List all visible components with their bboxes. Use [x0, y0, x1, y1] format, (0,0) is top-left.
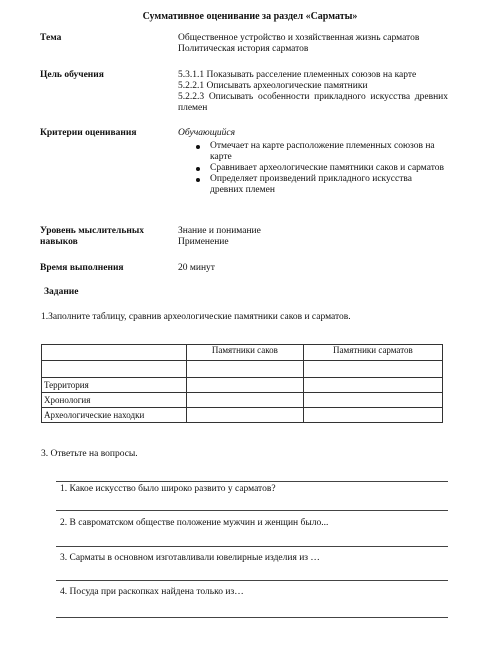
- goal-line: 5.3.1.1 Показывать расселение племенных союзов на карте: [178, 70, 417, 80]
- level-label-line: навыков: [40, 237, 78, 247]
- level-value: [178, 226, 448, 248]
- theme-label: Тема: [40, 33, 62, 43]
- row-label-spacer: [42, 361, 187, 378]
- table-cell[interactable]: [187, 393, 304, 408]
- criteria-label: Критерии оценивания: [40, 128, 137, 138]
- theme-value: [178, 33, 448, 55]
- table-cell[interactable]: [187, 361, 304, 378]
- table-header-saki: Памятники саков: [187, 345, 304, 361]
- answer-line[interactable]: [56, 617, 448, 618]
- question-4: 4. Посуда при раскопках найдена только из…: [60, 587, 244, 597]
- task1-instruction: 1.Заполните таблицу, сравнив археологические памятники саков и сарматов.: [41, 312, 351, 322]
- table-cell[interactable]: [187, 378, 304, 393]
- answer-line: [56, 481, 448, 482]
- question-2: 2. В савроматском обществе положение мужчин и женщин было...: [60, 518, 329, 528]
- level-line: Применение: [178, 237, 229, 247]
- table-header-sarmaty: Памятники сарматов: [303, 345, 442, 361]
- answer-line[interactable]: [56, 546, 448, 547]
- time-label: Время выполнения: [40, 263, 124, 273]
- task-heading: Задание: [44, 287, 79, 297]
- time-value: 20 минут: [178, 263, 215, 273]
- criteria-value: [178, 128, 446, 196]
- theme-line: Политическая история сарматов: [178, 44, 309, 54]
- goal-value: [178, 70, 448, 114]
- answer-line[interactable]: [56, 580, 448, 581]
- table-header-empty: [42, 345, 187, 361]
- row-label-territory: Территория: [42, 378, 187, 393]
- criteria-item: Отмечает на карте расположение племенных союзов на карте: [210, 141, 446, 163]
- answer-line[interactable]: [56, 510, 448, 511]
- table-cell[interactable]: [187, 408, 304, 423]
- goal-line: 5.2.2.1 Описывать археологические памятники: [178, 81, 368, 91]
- question-1: 1. Какое искусство было широко развито у сарматов?: [60, 484, 276, 494]
- criteria-intro: Обучающийся: [178, 128, 236, 138]
- goal-line: 5.2.2.3 Описывать особенности прикладного искусства древних племен: [178, 92, 448, 113]
- table-cell[interactable]: [303, 393, 442, 408]
- table-cell[interactable]: [303, 378, 442, 393]
- level-label: [40, 226, 144, 248]
- criteria-item: Сравнивает археологические памятники саков и сарматов: [210, 163, 446, 174]
- task3-instruction: 3. Ответьте на вопросы.: [41, 449, 138, 459]
- document-title: Суммативное оценивание за раздел «Сарматы»: [142, 11, 358, 22]
- comparison-table: [41, 344, 443, 423]
- table-cell[interactable]: [303, 361, 442, 378]
- row-label-finds: Археологические находки: [42, 408, 187, 423]
- criteria-list: [178, 141, 446, 196]
- goal-label: Цель обучения: [40, 70, 104, 80]
- question-3: 3. Сарматы в основном изготавливали ювелирные изделия из …: [60, 553, 320, 563]
- level-line: Знание и понимание: [178, 226, 261, 236]
- criteria-item: Определяет произведений прикладного искусства древних племен: [210, 174, 446, 196]
- table-cell[interactable]: [303, 408, 442, 423]
- theme-line: Общественное устройство и хозяйственная жизнь сарматов: [178, 33, 420, 43]
- row-label-chronology: Хронология: [42, 393, 187, 408]
- level-label-line: Уровень мыслительных: [40, 226, 144, 236]
